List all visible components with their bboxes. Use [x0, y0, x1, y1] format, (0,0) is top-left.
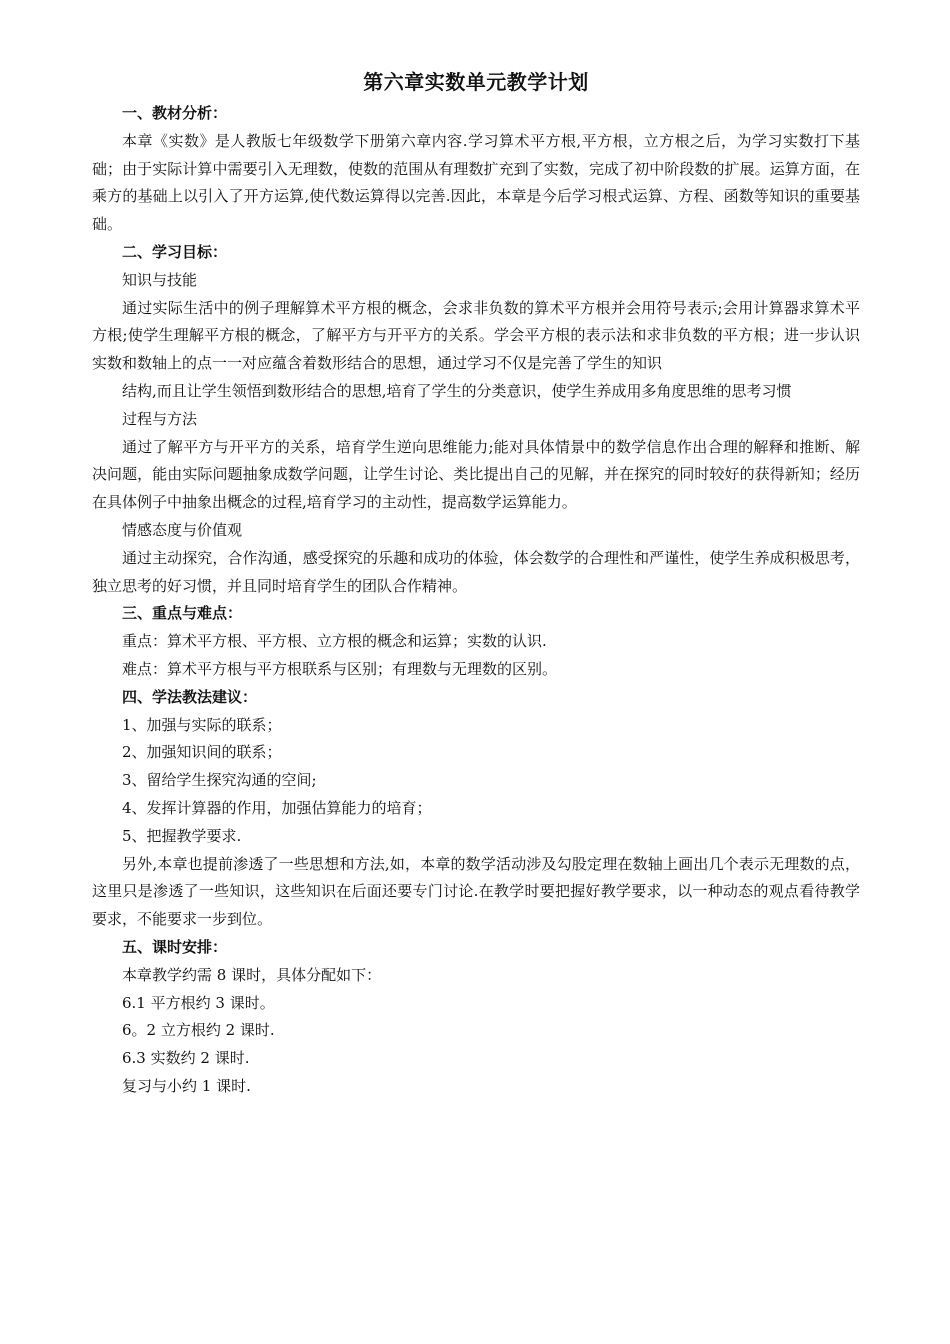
section-heading-learning-goals: 二、学习目标：: [122, 242, 228, 261]
list-item: 1、加强与实际的联系；: [122, 715, 282, 734]
section-heading-schedule: 五、课时安排：: [122, 937, 228, 956]
paragraph-additional-notes: 另外,本章也提前渗透了一些思想和方法,如，本章的数学活动涉及勾股定理在数轴上画出几个表示无理数的点，这里只是渗透了一些知识，这些知识在后面还要专门讨论.在教学时要把握好教学要求，以一种动态的观点看待教学要求，不能要求一步到位。: [92, 854, 860, 929]
list-item: 6.1 平方根约 3 课时。: [122, 993, 275, 1012]
list-item: 5、把握教学要求.: [122, 826, 242, 845]
list-item: 2、加强知识间的联系；: [122, 743, 282, 762]
paragraph-knowledge-structure: 结构,而且让学生领悟到数形结合的思想,培育了学生的分类意识，使学生养成用多角度思维的思考习惯: [122, 381, 792, 400]
subheading-process-method: 过程与方法: [122, 409, 198, 428]
paragraph-key-points: 重点：算术平方根、平方根、立方根的概念和运算；实数的认识.: [122, 632, 547, 651]
paragraph-knowledge-skills: 通过实际生活中的例子理解算术平方根的概念，会求非负数的算术平方根并会用符号表示;会用计算器求算术平方根;使学生理解平方根的概念，了解平方与开平方的关系。学会平方根的表示法和求非负数的平方根；进一步认识实数和数轴上的点一一对应蕴含着数形结合的思想，通过学习不仅是完善了学生的知识: [92, 298, 860, 373]
paragraph-process-method: 通过了解平方与开平方的关系，培育学生逆向思维能力;能对具体情景中的数学信息作出合理的解释和推断、解决问题，能由实际问题抽象成数学问题，让学生讨论、类比提出自己的见解，并在探究的同时较好的获得新知；经历在具体例子中抽象出概念的过程,培育学习的主动性，提高数学运算能力。: [92, 437, 860, 512]
section-heading-key-points: 三、重点与难点：: [122, 604, 243, 623]
section-heading-textbook-analysis: 一、教材分析：: [122, 104, 228, 122]
document-title: 第六章实数单元教学计划: [363, 70, 589, 94]
paragraph-difficulties: 难点：算术平方根与平方根联系与区别；有理数与无理数的区别。: [122, 659, 558, 678]
list-item: 6。2 立方根约 2 课时.: [122, 1021, 275, 1040]
list-item: 4、发挥计算器的作用，加强估算能力的培育；: [122, 798, 432, 817]
document-page: [92, 64, 860, 1101]
subheading-emotion-values: 情感态度与价值观: [122, 520, 243, 539]
paragraph-textbook-analysis: 本章《实数》是人教版七年级数学下册第六章内容.学习算术平方根,平方根，立方根之后，为学习实数打下基础；由于实际计算中需要引入无理数，使数的范围从有理数扩充到了实数，完成了初中阶段数的扩展。运算方面，在乘方的基础上以引入了开方运算,使代数运算得以完善.因此，本章是今后学习根式运算、方程、函数等知识的重要基础。: [92, 131, 860, 234]
list-item: 本章教学约需 8 课时，具体分配如下：: [122, 965, 382, 984]
list-item: 复习与小约 1 课时.: [122, 1076, 251, 1095]
list-item: 6.3 实数约 2 课时.: [122, 1049, 250, 1068]
subheading-knowledge-skills: 知识与技能: [122, 270, 198, 289]
section-heading-teaching-suggestions: 四、学法教法建议：: [122, 687, 258, 706]
list-item: 3、留给学生探究沟通的空间;: [122, 771, 317, 790]
paragraph-emotion-values: 通过主动探究，合作沟通，感受探究的乐趣和成功的体验，体会数学的合理性和严谨性，使学生养成积极思考，独立思考的好习惯，并且同时培育学生的团队合作精神。: [92, 548, 860, 595]
